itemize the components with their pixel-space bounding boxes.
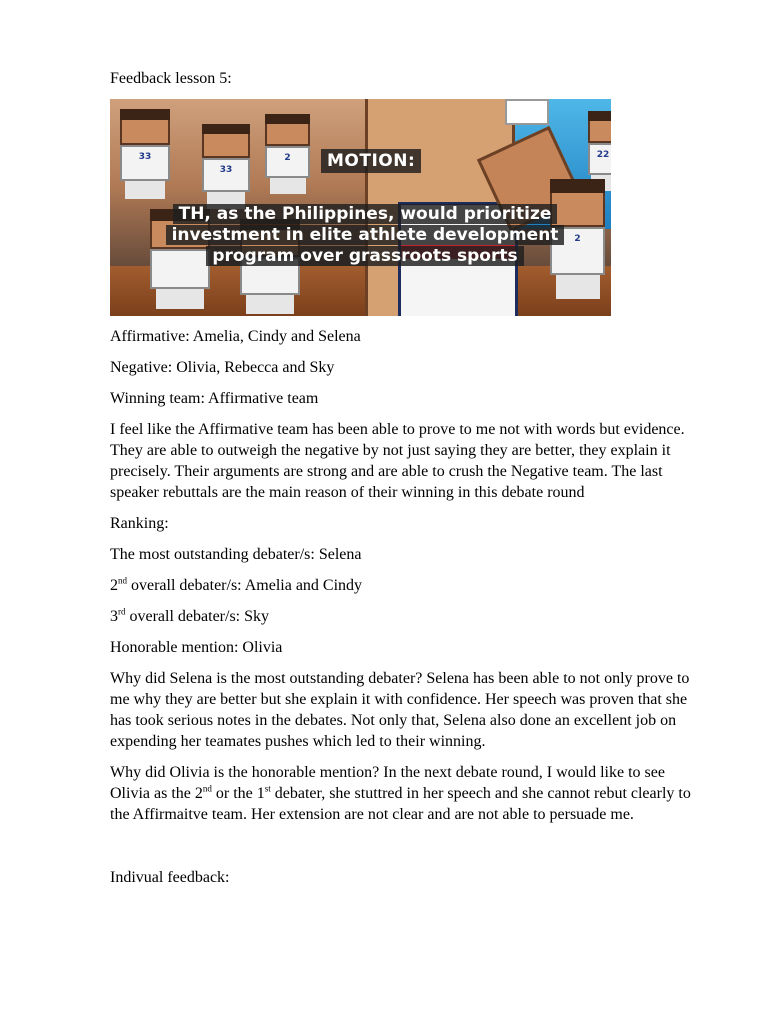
affirmative-team: Affirmative: Amelia, Cindy and Selena (110, 328, 361, 345)
ranking-title: Ranking: (110, 515, 169, 532)
document-page (110, 68, 695, 888)
ranking-first: The most outstanding debater/s: Selena (110, 546, 362, 563)
document-heading: Feedback lesson 5: (110, 70, 232, 87)
individual-feedback-heading: Indivual feedback: (110, 869, 230, 886)
player-figure: 22 (588, 111, 611, 191)
olivia-paragraph: Why did Olivia is the honorable mention? In the next debate round, I would like to see Olivia as the 2nd or the 1st debater, she stuttred in her speech and she cannot rebut clearly to the Affirmaitve team. Her extension are not clear and are not able to persuade me. (110, 764, 691, 823)
motion-text: TH, as the Philippines, would prioritize investment in elite athlete development program over grassroots sports (160, 203, 570, 266)
winning-reason-paragraph: I feel like the Affirmative team has been able to prove to me not with words but evidence. They are able to outweigh the negative by not just saying they are better, they explain it precisely. Their arguments are strong and are able to crush the Negative team. The last speaker rebuttals are the main reason of their winning in this debate round (110, 421, 685, 501)
selena-paragraph: Why did Selena is the most outstanding debater? Selena has been able to not only prove to me why they are better but she explain it with confidence. Her speech was proven that she has took serious notes in the debates. Not only that, Selena also done an excellent job on expending her teamates pushes which led to their winning. (110, 670, 690, 750)
player-figure: 33 (202, 124, 250, 209)
motion-image (110, 99, 611, 316)
ranking-third: 3rd overall debater/s: Sky (110, 606, 270, 625)
motion-label: MOTION: (321, 149, 421, 173)
player-figure: 2 (550, 179, 605, 299)
winning-team: Winning team: Affirmative team (110, 390, 319, 407)
player-figure: 33 (120, 109, 170, 199)
player-figure: 2 (265, 114, 310, 194)
negative-team: Negative: Olivia, Rebecca and Sky (110, 359, 335, 376)
ranking-honorable: Honorable mention: Olivia (110, 639, 283, 656)
ranking-second: 2nd overall debater/s: Amelia and Cindy (110, 575, 363, 594)
